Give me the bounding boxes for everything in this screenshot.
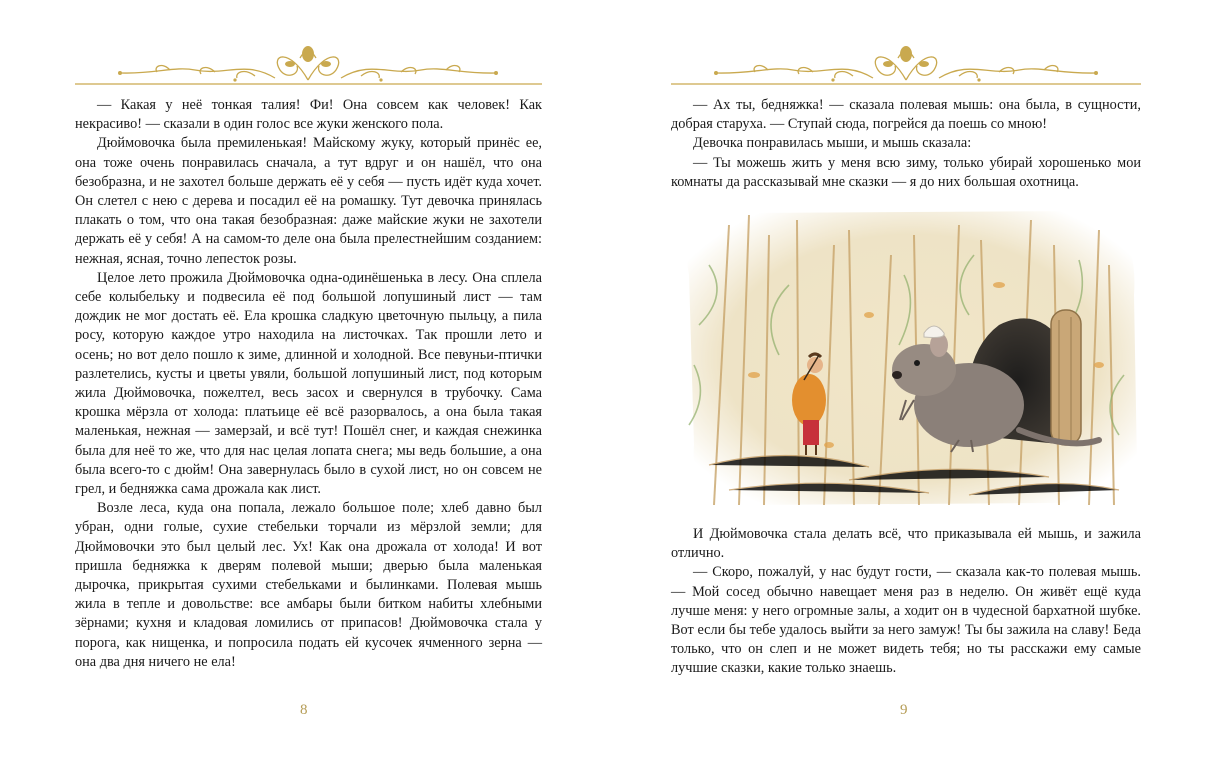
right-page-text-top xyxy=(671,96,1141,192)
paragraph: — Скоро, пожалуй, у нас будут гости, — сказала как-то полевая мышь. — Мой сосед обычно навещает меня раз в неделю. Он живёт ещё куда лучше меня: у него огромные залы, а ходит он в чудесной бархатной шубке. Вот если бы тебе удалось выйти за него замуж! Ты бы зажила на славу! Беда только, что он слеп и не может видеть тебя; но ты расскажи ему самые лучшие сказки, какие только знаешь. xyxy=(671,564,1141,677)
paragraph: — Ах ты, бедняжка! — сказала полевая мышь: она была, в сущности, добрая старуха. — Ступай сюда, погрейся да поешь со мною! xyxy=(671,97,1141,133)
page-number: 9 xyxy=(900,702,908,718)
gold-floral-ornament-right xyxy=(671,40,1141,90)
paragraph: — Ты можешь жить у меня всю зиму, только убирай хорошенько мои комнаты да рассказывай мне сказки — я до них большая охотница. xyxy=(671,154,1141,190)
left-page-text xyxy=(75,96,542,672)
page-number: 8 xyxy=(300,702,308,718)
paragraph: Целое лето прожила Дюймовочка одна-одинёшенька в лесу. Она сплела себе колыбельку и подвесила её под большой лопушиный лист — там дождик не мог достать её. Ела крошка сладкую цветочную пыльцу, а пила росу, которую каждое утро находила на листочках. Так прошли лето и осень; но вот дело пошло к зиме, длинной и холодной. Все певуньи-птички разлетелись, кусты и цветы увяли, большой лопушиный лист, под которым жила Дюймовочка, пожелтел, весь засох и свернулся в трубочку. Сама крошка мёрзла от холода: платьице её всё разорвалось, а она была такая маленькая, нежная — замерзай, и всё тут! Пошёл снег, и каждая снежинка была для неё то же, что для нас целая лопата снега; мы ведь большие, а она была всего-то с дюйм! Она завернулась было в сухой лист, но он совсем не грел, и бедняжка сама дрожала как лист. xyxy=(75,269,542,498)
right-page xyxy=(607,0,1214,771)
paragraph: Возле леса, куда она попала, лежало большое поле; хлеб давно был убран, одни голые, сухие стебельки торчали из мёрзлой земли; для Дюймовочки это был целый лес. Ух! Как она дрожала от холода! И вот пришла бедняжка к дверям полевой мыши; дверью была маленькая дырочка, прикрытая сухими стебельками и былинками. Полевая мышь жила в тепле и довольстве: все амбары были битком набиты хлебными зёрнами; кухня и кладовая ломились от припасов! Дюймовочка стала у порога, как нищенка, и попросила подать ей кусочек ячменного зерна — она два дня ничего не ела! xyxy=(75,500,542,670)
paragraph: Дюймовочка была премиленькая! Майскому жуку, который принёс ее, она тоже очень понравилась сначала, а тут вдруг и он нашёл, что она безобразна, и не захотел больше держать её у себя — пусть идёт куда хочет. Он слетел с нею с дерева и посадил её на ромашку. Тут девочка принялась плакать о том, что она такая безобразная: даже майские жуки не захотели держать её у себя! А на самом-то деле она была прелестнейшим созданием: нежная, ясная, точно лепесток розы. xyxy=(75,135,542,267)
paragraph: Девочка понравилась мыши, и мышь сказала: xyxy=(693,135,972,152)
paragraph: И Дюймовочка стала делать всё, что приказывала ей мышь, и зажила отлично. xyxy=(671,526,1141,562)
field-mouse-illustration xyxy=(669,205,1144,510)
right-page-text-bottom xyxy=(671,525,1141,679)
gold-floral-ornament-left xyxy=(75,40,542,90)
paragraph: — Какая у неё тонкая талия! Фи! Она совсем как человек! Как некрасиво! — сказали в один голос все жуки женского пола. xyxy=(75,97,542,133)
